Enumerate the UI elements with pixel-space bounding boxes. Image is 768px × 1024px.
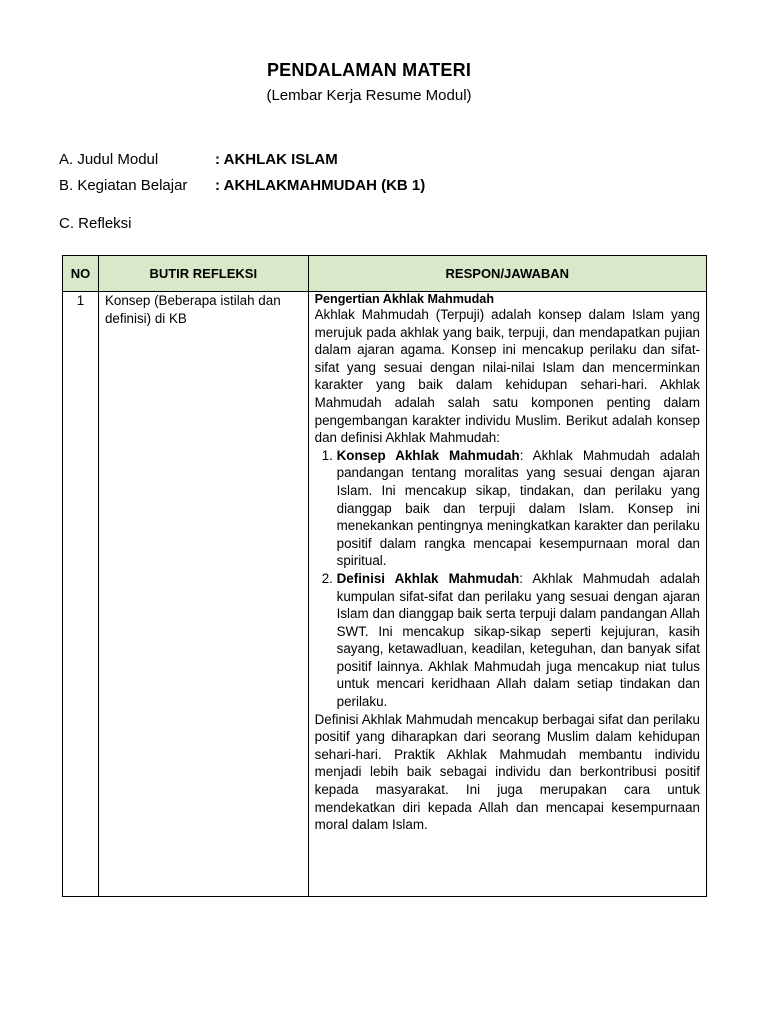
row-number: 1 (63, 292, 99, 897)
learning-activity-label: B. Kegiatan Belajar (59, 177, 188, 194)
header-no: NO (63, 256, 99, 292)
point-text: : Akhlak Mahmudah adalah kumpulan sifat-sifat dan perilaku yang sesuai dengan ajaran Islam dan dianggap baik serta terpuji dalam pandangan Allah SWT. Ini mencakup sikap-sikap seperti kejujuran, kasih sayang, ketawadluan, keadilan, keteguhan, dan banyak sifat positif lainnya. Akhlak Mahmudah juga mencakup niat tulus untuk mencari keridhaan Allah dalam setiap tindakan dan perilaku. (336, 570, 700, 710)
point-text: : Akhlak Mahmudah adalah pandangan tentang moralitas yang sesuai dengan ajaran Islam. Ini mencakup sikap, tindakan, dan perilaku yang dianggap baik dan terpuji dalam Islam. Konsep ini menekankan pentingnya meningkatkan karakter dan perilaku positif dalam rangka mencapai kesempurnaan moral dan spiritual. (336, 447, 700, 569)
table-header-row (63, 256, 707, 292)
row-butir-refleksi: Konsep (Beberapa istilah dan definisi) di KB (98, 292, 308, 897)
module-title-value: : AKHLAK ISLAM (215, 151, 338, 168)
learning-activity-value: : AKHLAKMAHMUDAH (KB 1) (215, 177, 426, 194)
response-closing-paragraph: Definisi Akhlak Mahmudah mencakup berbagai sifat dan perilaku positif yang diharapkan dari seorang Muslim dalam kehidupan sehari-hari. Praktik Akhlak Mahmudah membantu individu menjadi lebih baik sebagai individu dan berkontribusi positif kepada masyarakat. Ini juga merupakan cara untuk mendekatkan diri kepada Allah dan mencapai kesempurnaan moral dalam Islam. (314, 711, 700, 833)
module-title-row (59, 151, 338, 168)
response-heading: Pengertian Akhlak Mahmudah (314, 292, 495, 306)
row-respon-jawaban (308, 292, 706, 897)
list-item (337, 570, 700, 711)
response-points-list (315, 447, 700, 711)
point-term: Definisi Akhlak Mahmudah (336, 570, 520, 586)
page-subtitle: (Lembar Kerja Resume Modul) (266, 87, 472, 104)
learning-activity-row (59, 177, 425, 194)
header-butir-refleksi: BUTIR REFLEKSI (98, 256, 308, 292)
page-title: PENDALAMAN MATERI (266, 60, 472, 80)
header-respon-jawaban: RESPON/JAWABAN (308, 256, 706, 292)
reflection-table (62, 255, 707, 897)
list-item (337, 447, 700, 570)
module-title-label: A. Judul Modul (59, 151, 159, 168)
reflection-section-label: C. Refleksi (59, 215, 132, 232)
response-intro-paragraph: Akhlak Mahmudah (Terpuji) adalah konsep dalam Islam yang merujuk pada akhlak yang baik, terpuji, dan mendapatkan pujian dalam ajaran agama. Konsep ini mencakup perilaku dan sifat-sifat yang sesuai dengan nilai-nilai Islam dan mencerminkan karakter yang baik dalam kehidupan sehari-hari. Akhlak Mahmudah adalah salah satu komponen penting dalam pengembangan karakter individu Muslim. Berikut adalah konsep dan definisi Akhlak Mahmudah: (314, 307, 700, 446)
point-term: Konsep Akhlak Mahmudah (336, 447, 520, 463)
table-row (63, 292, 707, 897)
